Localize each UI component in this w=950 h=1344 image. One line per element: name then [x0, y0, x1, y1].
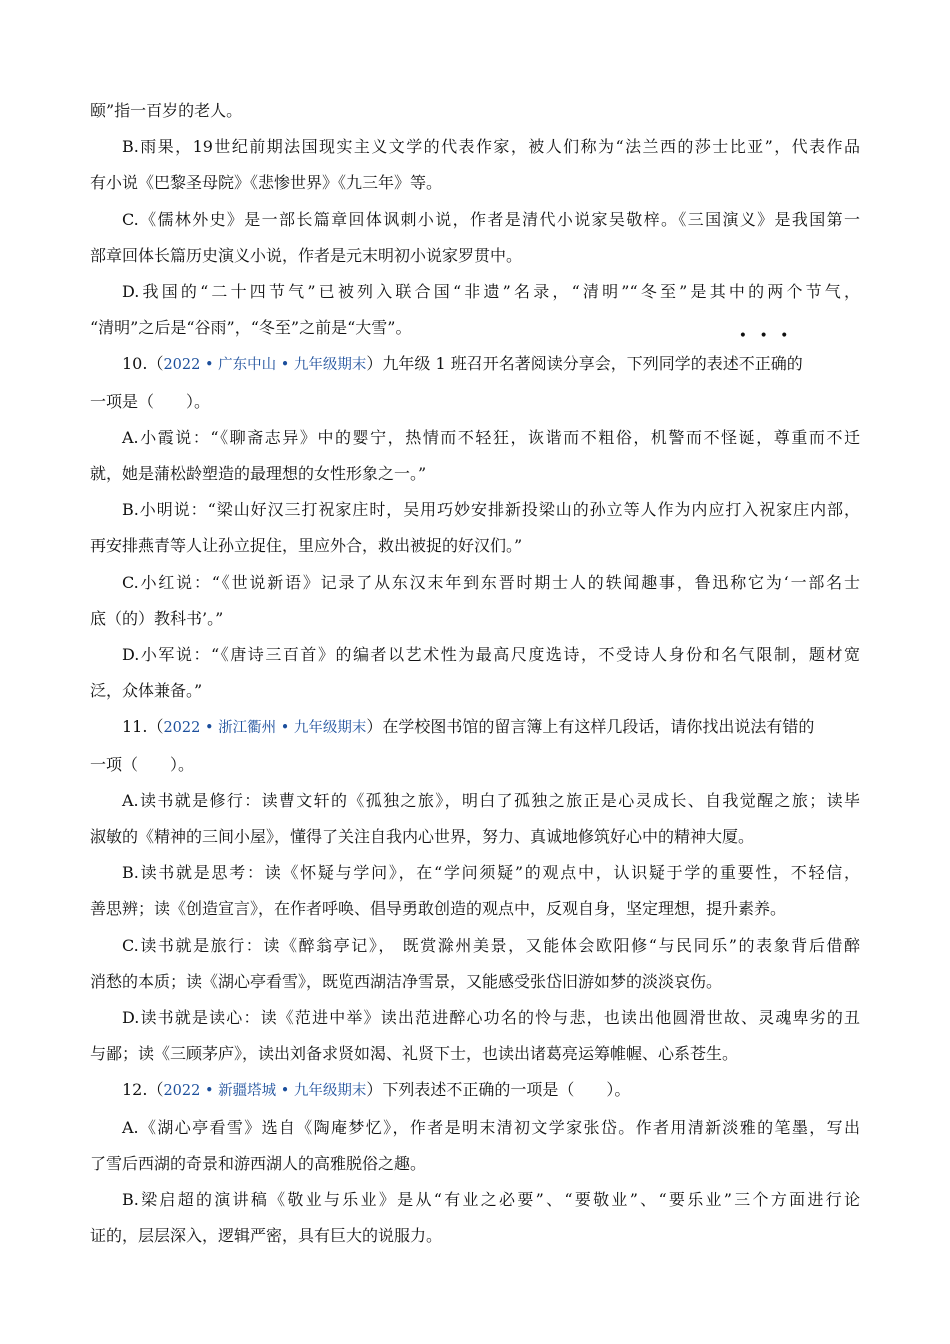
- option-line: C.读书就是旅行：读《醉翁亭记》， 既赏滁州美景，又能体会欧阳修“与民同乐”的表象背后借醉: [122, 935, 860, 955]
- text-line: “清明”之后是“谷雨”，“冬至”之前是“大雪”。: [90, 318, 412, 338]
- question-number: 11.（: [122, 717, 164, 737]
- document-page: [90, 93, 860, 1255]
- text-line: 有小说《巴黎圣母院》《悲惨世界》《九三年》等。: [90, 173, 443, 193]
- question-number: 10.（: [122, 354, 164, 374]
- question-11-stem: [90, 709, 860, 746]
- option-c-line: C.《儒林外史》是一部长篇章回体讽刺小说，作者是清代小说家吴敬梓。《三国演义》是我国第一: [122, 209, 860, 229]
- option-line: 淑敏的《精神的三间小屋》，懂得了关注自我内心世界，努力、真诚地修筑好心中的精神大厦。: [90, 827, 755, 847]
- option-line: A.小霞说：“《聊斋志异》中的婴宁，热情而不轻狂，诙谐而不粗俗，机警而不怪诞，尊重而不迁: [122, 427, 860, 447]
- option-line: B.梁启超的演讲稿《敬业与乐业》是从“有业之必要”、“要敬业”、“要乐业”三个方面进行论: [122, 1190, 860, 1210]
- question-source: 2022 • 广东中山 • 九年级期末: [163, 357, 367, 374]
- option-line: D.小军说：“《唐诗三百首》的编者以艺术性为最高尺度选诗，不受诗人身份和名气限制，题材宽: [122, 645, 860, 665]
- option-line: A.《湖心亭看雪》选自《陶庵梦忆》，作者是明末清初文学家张岱。作者用清新淡雅的笔墨，写出: [122, 1117, 860, 1137]
- option-line: 了雪后西湖的奇景和游西湖人的高雅脱俗之趣。: [90, 1153, 427, 1173]
- question-text: ）在学校图书馆的留言簿上有这样几段话，请你找出说法有错的: [366, 717, 815, 737]
- text-line: 颐”指一百岁的老人。: [90, 101, 243, 120]
- question-text: 的: [786, 354, 803, 374]
- option-line: D.读书就是读心：读《范进中举》读出范进醉心功名的怜与悲，也读出他圆滑世故、灵魂卑劣的丑: [122, 1008, 860, 1028]
- question-text: ）九年级 1 班召开名著阅读分享会，下列同学的表述: [366, 354, 739, 374]
- option-line: 与鄙；读《三顾茅庐》，读出刘备求贤如渴、礼贤下士，也读出诸葛亮运筹帷幄、心系苍生。: [90, 1044, 739, 1064]
- option-line: 善思辨；读《创造宣言》，在作者呼唤、倡导勇敢创造的观点中，反观自身，坚定理想，提升素养。: [90, 899, 787, 919]
- question-12-stem: [90, 1072, 860, 1109]
- emphasized-text: • • • 不正确: [738, 328, 793, 374]
- option-b-line: B.雨果，19世纪前期法国现实主义文学的代表作家，被人们称为“法兰西的莎士比亚”，代表作品: [122, 137, 860, 157]
- option-line: A.读书就是修行：读曹文轩的《孤独之旅》，明白了孤独之旅正是心灵成长、自我觉醒之旅；读毕: [122, 790, 860, 810]
- text-line: 部章回体长篇历史演义小说，作者是元末明初小说家罗贯中。: [90, 245, 523, 265]
- question-10-stem-cont: 一项是（ ）。: [90, 391, 211, 411]
- option-line: 证的，层层深入，逻辑严密，具有巨大的说服力。: [90, 1226, 443, 1246]
- question-source: 2022 • 新疆塔城 • 九年级期末: [163, 1083, 367, 1100]
- option-line: 就，她是蒲松龄塑造的最理想的女性形象之一。”: [90, 464, 427, 484]
- option-line: 再安排燕青等人让孙立捉住，里应外合，救出被捉的好汉们。”: [90, 536, 523, 556]
- option-line: 底（的）教科书’。”: [90, 608, 224, 628]
- option-d-line: D.我国的“二十四节气”已被列入联合国“非遗”名录，“清明”“冬至”是其中的两个节气，: [122, 282, 860, 302]
- option-line: 消愁的本质；读《湖心亭看雪》，既览西湖洁净雪景，又能感受张岱旧游如梦的淡淡哀伤。: [90, 971, 723, 991]
- question-11-stem-cont: 一项（ ）。: [90, 754, 195, 774]
- question-text: ）下列表述不正确的一项是（ ）。: [366, 1080, 631, 1100]
- option-line: 泛，众体兼备。”: [90, 681, 203, 701]
- question-number: 12.（: [122, 1080, 164, 1100]
- option-line: B.读书就是思考：读《怀疑与学问》，在“学问须疑”的观点中，认识疑于学的重要性，不轻信，: [122, 863, 860, 883]
- option-line: B.小明说：“梁山好汉三打祝家庄时，吴用巧妙安排新投梁山的孙立等人作为内应打入祝家庄内部，: [122, 500, 860, 520]
- question-source: 2022 • 浙江衢州 • 九年级期末: [163, 720, 367, 737]
- option-line: C.小红说：“《世说新语》记录了从东汉末年到东晋时期士人的轶闻趣事，鲁迅称它为‘一部名士: [122, 572, 860, 592]
- emphasis-dots: • • •: [738, 328, 793, 345]
